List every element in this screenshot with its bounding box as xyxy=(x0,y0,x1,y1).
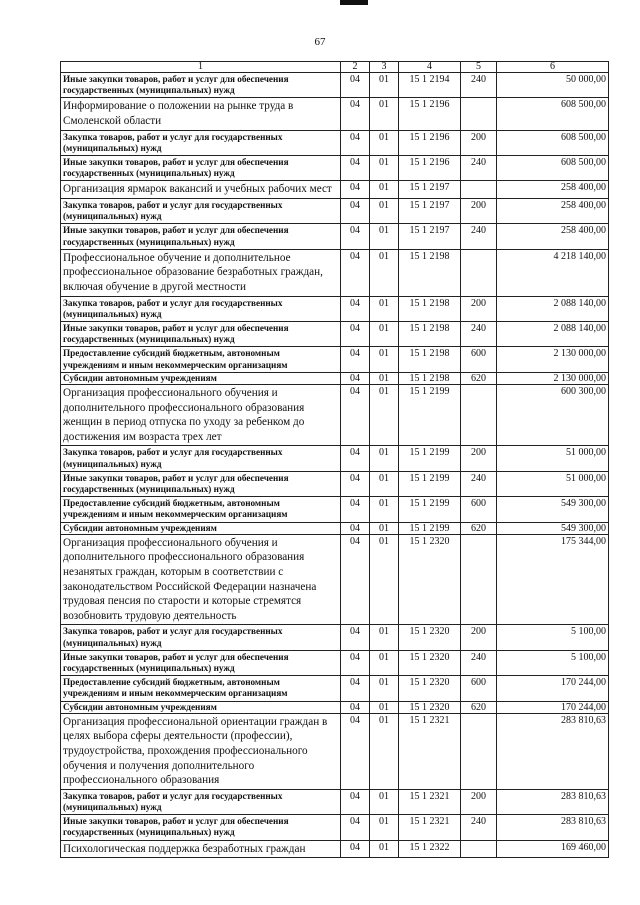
scan-artifact-mark xyxy=(340,0,368,5)
section-code-cell: 04 xyxy=(341,522,370,534)
table-row xyxy=(61,650,609,675)
table-row xyxy=(61,701,609,713)
target-article-code-cell: 15 1 2199 xyxy=(399,385,461,446)
section-code-cell: 04 xyxy=(341,249,370,296)
subsection-code-cell: 01 xyxy=(370,534,399,625)
table-row xyxy=(61,471,609,496)
item-name-cell: Иные закупки товаров, работ и услуг для обеспечения государственных (муниципальных) нужд xyxy=(61,815,341,840)
expense-type-code-cell: 240 xyxy=(461,471,497,496)
target-article-code-cell: 15 1 2194 xyxy=(399,73,461,98)
item-name-cell: Организация профессиональной ориентации граждан в целях выбора сферы деятельности (профессии), трудоустройства, прохождения профессионального обучения и получения дополнительного профессионального образования xyxy=(61,713,341,789)
section-code-cell: 04 xyxy=(341,372,370,384)
expense-type-code-cell xyxy=(461,840,497,858)
amount-cell: 2 088 140,00 xyxy=(497,322,609,347)
item-name-cell: Закупка товаров, работ и услуг для государственных (муниципальных) нужд xyxy=(61,130,341,155)
target-article-code-cell: 15 1 2199 xyxy=(399,446,461,471)
item-name-cell: Субсидии автономным учреждениям xyxy=(61,372,341,384)
section-code-cell: 04 xyxy=(341,701,370,713)
column-header: 5 xyxy=(461,62,497,73)
table-row xyxy=(61,73,609,98)
item-name-cell: Иные закупки товаров, работ и услуг для обеспечения государственных (муниципальных) нужд xyxy=(61,224,341,249)
subsection-code-cell: 01 xyxy=(370,840,399,858)
item-name-cell: Предоставление субсидий бюджетным, автономным учреждениям и иным некоммерческим организациям xyxy=(61,347,341,372)
amount-cell: 283 810,63 xyxy=(497,713,609,789)
expense-type-code-cell: 620 xyxy=(461,522,497,534)
section-code-cell: 04 xyxy=(341,224,370,249)
expense-type-code-cell: 200 xyxy=(461,296,497,321)
amount-cell: 2 130 000,00 xyxy=(497,347,609,372)
subsection-code-cell: 01 xyxy=(370,224,399,249)
expense-type-code-cell xyxy=(461,249,497,296)
table-row xyxy=(61,815,609,840)
item-name-cell: Субсидии автономным учреждениям xyxy=(61,522,341,534)
table-row xyxy=(61,840,609,858)
target-article-code-cell: 15 1 2196 xyxy=(399,98,461,130)
section-code-cell: 04 xyxy=(341,446,370,471)
item-name-cell: Предоставление субсидий бюджетным, автономным учреждениям и иным некоммерческим организациям xyxy=(61,676,341,701)
column-header: 4 xyxy=(399,62,461,73)
target-article-code-cell: 15 1 2197 xyxy=(399,181,461,199)
expense-type-code-cell: 240 xyxy=(461,815,497,840)
expense-type-code-cell: 620 xyxy=(461,701,497,713)
subsection-code-cell: 01 xyxy=(370,815,399,840)
subsection-code-cell: 01 xyxy=(370,446,399,471)
item-name-cell: Закупка товаров, работ и услуг для государственных (муниципальных) нужд xyxy=(61,789,341,814)
expense-type-code-cell: 240 xyxy=(461,156,497,181)
expense-type-code-cell: 200 xyxy=(461,625,497,650)
amount-cell: 283 810,63 xyxy=(497,815,609,840)
amount-cell: 175 344,00 xyxy=(497,534,609,625)
subsection-code-cell: 01 xyxy=(370,676,399,701)
item-name-cell: Профессиональное обучение и дополнительное профессиональное образование безработных граждан, включая обучение в другой местности xyxy=(61,249,341,296)
amount-cell: 51 000,00 xyxy=(497,471,609,496)
expense-type-code-cell xyxy=(461,385,497,446)
target-article-code-cell: 15 1 2320 xyxy=(399,625,461,650)
table-row xyxy=(61,347,609,372)
table-row xyxy=(61,789,609,814)
item-name-cell: Организация профессионального обучения и дополнительного профессионального образования женщин в период отпуска по уходу за ребенком до достижения им возраста трех лет xyxy=(61,385,341,446)
expense-type-code-cell: 200 xyxy=(461,199,497,224)
page-number: 67 xyxy=(314,36,326,48)
subsection-code-cell: 01 xyxy=(370,181,399,199)
expense-type-code-cell xyxy=(461,181,497,199)
amount-cell: 283 810,63 xyxy=(497,789,609,814)
target-article-code-cell: 15 1 2320 xyxy=(399,676,461,701)
section-code-cell: 04 xyxy=(341,296,370,321)
table-row xyxy=(61,625,609,650)
section-code-cell: 04 xyxy=(341,789,370,814)
expense-type-code-cell: 600 xyxy=(461,347,497,372)
section-code-cell: 04 xyxy=(341,534,370,625)
target-article-code-cell: 15 1 2198 xyxy=(399,347,461,372)
table-row xyxy=(61,322,609,347)
item-name-cell: Организация ярмарок вакансий и учебных рабочих мест xyxy=(61,181,341,199)
expense-type-code-cell: 200 xyxy=(461,789,497,814)
target-article-code-cell: 15 1 2198 xyxy=(399,322,461,347)
section-code-cell: 04 xyxy=(341,713,370,789)
table-row xyxy=(61,446,609,471)
table-row xyxy=(61,224,609,249)
subsection-code-cell: 01 xyxy=(370,98,399,130)
item-name-cell: Психологическая поддержка безработных граждан xyxy=(61,840,341,858)
item-name-cell: Иные закупки товаров, работ и услуг для обеспечения государственных (муниципальных) нужд xyxy=(61,73,341,98)
amount-cell: 549 300,00 xyxy=(497,497,609,522)
amount-cell: 5 100,00 xyxy=(497,650,609,675)
target-article-code-cell: 15 1 2196 xyxy=(399,130,461,155)
expense-type-code-cell: 240 xyxy=(461,73,497,98)
amount-cell: 258 400,00 xyxy=(497,199,609,224)
table-row xyxy=(61,534,609,625)
amount-cell: 50 000,00 xyxy=(497,73,609,98)
amount-cell: 170 244,00 xyxy=(497,701,609,713)
subsection-code-cell: 01 xyxy=(370,713,399,789)
section-code-cell: 04 xyxy=(341,73,370,98)
item-name-cell: Субсидии автономным учреждениям xyxy=(61,701,341,713)
subsection-code-cell: 01 xyxy=(370,199,399,224)
amount-cell: 600 300,00 xyxy=(497,385,609,446)
target-article-code-cell: 15 1 2320 xyxy=(399,534,461,625)
target-article-code-cell: 15 1 2197 xyxy=(399,224,461,249)
item-name-cell: Информирование о положении на рынке труда в Смоленской области xyxy=(61,98,341,130)
expense-type-code-cell: 240 xyxy=(461,322,497,347)
item-name-cell: Закупка товаров, работ и услуг для государственных (муниципальных) нужд xyxy=(61,625,341,650)
section-code-cell: 04 xyxy=(341,497,370,522)
column-header: 2 xyxy=(341,62,370,73)
target-article-code-cell: 15 1 2321 xyxy=(399,713,461,789)
section-code-cell: 04 xyxy=(341,625,370,650)
subsection-code-cell: 01 xyxy=(370,296,399,321)
column-header: 1 xyxy=(61,62,341,73)
target-article-code-cell: 15 1 2196 xyxy=(399,156,461,181)
section-code-cell: 04 xyxy=(341,815,370,840)
section-code-cell: 04 xyxy=(341,156,370,181)
subsection-code-cell: 01 xyxy=(370,471,399,496)
expense-type-code-cell: 200 xyxy=(461,446,497,471)
target-article-code-cell: 15 1 2198 xyxy=(399,296,461,321)
section-code-cell: 04 xyxy=(341,98,370,130)
target-article-code-cell: 15 1 2199 xyxy=(399,522,461,534)
table-row xyxy=(61,130,609,155)
subsection-code-cell: 01 xyxy=(370,625,399,650)
item-name-cell: Иные закупки товаров, работ и услуг для обеспечения государственных (муниципальных) нужд xyxy=(61,650,341,675)
table-row xyxy=(61,249,609,296)
amount-cell: 258 400,00 xyxy=(497,224,609,249)
table-header-row xyxy=(61,62,609,73)
table-row xyxy=(61,98,609,130)
expense-type-code-cell: 600 xyxy=(461,497,497,522)
amount-cell: 608 500,00 xyxy=(497,156,609,181)
expense-type-code-cell: 600 xyxy=(461,676,497,701)
subsection-code-cell: 01 xyxy=(370,322,399,347)
amount-cell: 549 300,00 xyxy=(497,522,609,534)
item-name-cell: Организация профессионального обучения и дополнительного профессионального образования незанятых граждан, которым в соответствии с законодательством Российской Федерации назначена трудовая пенсия по старости и которые стремятся возобновить трудовую деятельность xyxy=(61,534,341,625)
target-article-code-cell: 15 1 2197 xyxy=(399,199,461,224)
item-name-cell: Иные закупки товаров, работ и услуг для обеспечения государственных (муниципальных) нужд xyxy=(61,156,341,181)
table-body xyxy=(61,73,609,858)
target-article-code-cell: 15 1 2320 xyxy=(399,650,461,675)
amount-cell: 5 100,00 xyxy=(497,625,609,650)
section-code-cell: 04 xyxy=(341,322,370,347)
table-row xyxy=(61,372,609,384)
item-name-cell: Закупка товаров, работ и услуг для государственных (муниципальных) нужд xyxy=(61,199,341,224)
amount-cell: 2 130 000,00 xyxy=(497,372,609,384)
item-name-cell: Иные закупки товаров, работ и услуг для обеспечения государственных (муниципальных) нужд xyxy=(61,471,341,496)
item-name-cell: Закупка товаров, работ и услуг для государственных (муниципальных) нужд xyxy=(61,296,341,321)
section-code-cell: 04 xyxy=(341,181,370,199)
expense-type-code-cell: 240 xyxy=(461,650,497,675)
subsection-code-cell: 01 xyxy=(370,73,399,98)
amount-cell: 4 218 140,00 xyxy=(497,249,609,296)
subsection-code-cell: 01 xyxy=(370,497,399,522)
expense-type-code-cell: 200 xyxy=(461,130,497,155)
subsection-code-cell: 01 xyxy=(370,385,399,446)
table-row xyxy=(61,497,609,522)
section-code-cell: 04 xyxy=(341,385,370,446)
amount-cell: 51 000,00 xyxy=(497,446,609,471)
subsection-code-cell: 01 xyxy=(370,249,399,296)
column-header: 3 xyxy=(370,62,399,73)
subsection-code-cell: 01 xyxy=(370,347,399,372)
column-header: 6 xyxy=(497,62,609,73)
target-article-code-cell: 15 1 2198 xyxy=(399,249,461,296)
item-name-cell: Иные закупки товаров, работ и услуг для обеспечения государственных (муниципальных) нужд xyxy=(61,322,341,347)
subsection-code-cell: 01 xyxy=(370,522,399,534)
amount-cell: 608 500,00 xyxy=(497,130,609,155)
section-code-cell: 04 xyxy=(341,650,370,675)
section-code-cell: 04 xyxy=(341,199,370,224)
amount-cell: 258 400,00 xyxy=(497,181,609,199)
table-row xyxy=(61,296,609,321)
amount-cell: 169 460,00 xyxy=(497,840,609,858)
section-code-cell: 04 xyxy=(341,130,370,155)
subsection-code-cell: 01 xyxy=(370,789,399,814)
table-row xyxy=(61,385,609,446)
section-code-cell: 04 xyxy=(341,676,370,701)
item-name-cell: Закупка товаров, работ и услуг для государственных (муниципальных) нужд xyxy=(61,446,341,471)
target-article-code-cell: 15 1 2198 xyxy=(399,372,461,384)
expense-type-code-cell xyxy=(461,534,497,625)
subsection-code-cell: 01 xyxy=(370,701,399,713)
table-row xyxy=(61,156,609,181)
table-row xyxy=(61,181,609,199)
amount-cell: 608 500,00 xyxy=(497,98,609,130)
expense-type-code-cell: 240 xyxy=(461,224,497,249)
expense-type-code-cell xyxy=(461,98,497,130)
section-code-cell: 04 xyxy=(341,471,370,496)
target-article-code-cell: 15 1 2199 xyxy=(399,471,461,496)
subsection-code-cell: 01 xyxy=(370,156,399,181)
item-name-cell: Предоставление субсидий бюджетным, автономным учреждениям и иным некоммерческим организациям xyxy=(61,497,341,522)
target-article-code-cell: 15 1 2321 xyxy=(399,815,461,840)
expense-type-code-cell xyxy=(461,713,497,789)
subsection-code-cell: 01 xyxy=(370,650,399,675)
target-article-code-cell: 15 1 2199 xyxy=(399,497,461,522)
amount-cell: 2 088 140,00 xyxy=(497,296,609,321)
section-code-cell: 04 xyxy=(341,840,370,858)
target-article-code-cell: 15 1 2320 xyxy=(399,701,461,713)
table-row xyxy=(61,713,609,789)
expense-type-code-cell: 620 xyxy=(461,372,497,384)
subsection-code-cell: 01 xyxy=(370,372,399,384)
table-row xyxy=(61,676,609,701)
table-row xyxy=(61,199,609,224)
target-article-code-cell: 15 1 2322 xyxy=(399,840,461,858)
table-row xyxy=(61,522,609,534)
budget-table xyxy=(60,61,609,858)
subsection-code-cell: 01 xyxy=(370,130,399,155)
amount-cell: 170 244,00 xyxy=(497,676,609,701)
section-code-cell: 04 xyxy=(341,347,370,372)
target-article-code-cell: 15 1 2321 xyxy=(399,789,461,814)
